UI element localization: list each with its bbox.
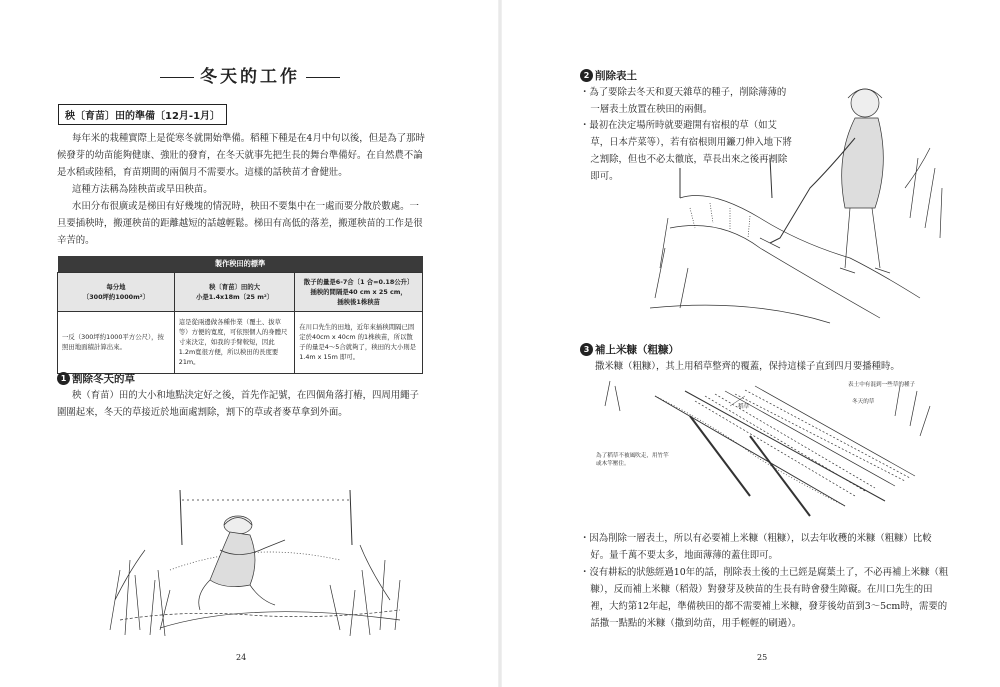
page-title	[60, 62, 440, 87]
table-header-area	[58, 272, 175, 311]
page-gutter	[498, 0, 502, 687]
table-caption: 製作秧田的標準	[58, 256, 423, 272]
table-header-line: 每分地	[106, 282, 126, 291]
page-number-right: 25	[757, 653, 768, 662]
section-2-bullet-text: 為了要除去冬天和夏天雜草的種子，削除薄薄的一層表土放置在秧田的兩側。	[589, 87, 787, 115]
section-2-bullet-text: 最初在決定場所時就要避開有宿根的草（如艾草，日本芹菜等），若有宿根則用鐮刀伸入地下將之割除，但也不必太徹底，草長出來之後再割除即可。	[589, 120, 792, 182]
section-1-text: 秧（育苗）田的大小和地點決定好之後，首先作記號，在四個角落打樁，四周用繩子圍圍起來，冬天的草接近於地面處割除，割下的草或者麥草拿到外面。	[57, 390, 419, 418]
section-2-bullet: ・最初在決定場所時就要避開有宿根的草（如艾草，日本芹菜等），若有宿根則用鐮刀伸入地下將之割除，但也不必太徹底，草長出來之後再割除即可。	[580, 120, 792, 182]
section-number-badge: 3	[580, 343, 593, 356]
page-title-text: 冬天的工作	[200, 67, 300, 87]
page-number-left: 24	[236, 653, 247, 662]
table-header-seed-amount	[295, 272, 423, 311]
subheading-box: 秧〔育苗〕田的準備〔12月-1月〕	[58, 104, 227, 125]
section-2-bullet: ・為了要除去冬天和夏天雜草的種子，削除薄薄的一層表土放置在秧田的兩側。	[580, 87, 787, 115]
title-rule-left	[160, 77, 194, 78]
section-3-heading	[580, 342, 679, 357]
scraping-topsoil-illustration	[650, 68, 950, 330]
table-header-line: 秧〔育苗〕田的大	[208, 282, 261, 291]
section-3-bullet: ・沒有耕耘的狀態經過10年的話，削除表土後的土已經是腐葉土了，不必再補上米糠（粗糠），反而補上米糠（稻殼）對發芽及秧苗的生長有時會發生障礙。在川口先生的田裡，大約第12年起，準備秧田的都不需要補上米糠，發芽後幼苗到3～5cm時，需要的話撒一點點的米糠（撒到幼苗，用手輕輕的刷過）。	[580, 567, 949, 629]
section-2-heading-text: 削除表土	[595, 70, 637, 82]
title-rule-right	[306, 77, 340, 78]
section-3-bullet-text: 沒有耕耘的狀態經過10年的話，削除表土後的土已經是腐葉土了，不必再補上米糠（粗糠），反而補上米糠（稻殼）對發芽及秧苗的生長有時會發生障礙。在川口先生的田裡，大約第12年起，準備秧田的都不需要補上米糠，發芽後幼苗到3～5cm時，需要的話撒一點點的米糠（撒到幼苗，用手輕輕的刷過）。	[589, 567, 949, 629]
straw-cover-illustration	[595, 376, 935, 524]
section-number-badge: 1	[57, 372, 70, 385]
cutting-grass-illustration	[100, 450, 410, 640]
label-straw: 稻草	[738, 404, 750, 410]
paragraph-3: 水田分布很廣或是梯田有好幾塊的情況時，秧田不要集中在一處而要分散於數處。一旦要插秧時，搬運秧苗的距離越短的話越輕鬆。梯田有高低的落差，搬運秧苗的工作是很辛苦的。	[57, 201, 423, 246]
section-1-heading	[57, 371, 135, 386]
section-number-badge: 2	[580, 69, 593, 82]
table-header-line: 插秧後1株秧苗	[337, 297, 381, 306]
table-cell: 這是從兩邊做各種作業（覆土、拔草等）方便的寬度，可依照個人的身體尺寸來決定，如我的手臂較短，因此1.2m寬很方便，所以秧田的長度要21m。	[174, 311, 294, 373]
section-3-bullet-text: 因為削除一層表土，所以有必要補上米糠（粗糠），以去年收穫的米糠（粗糠）比較好。量千萬不要太多，地面薄薄的蓋住即可。	[589, 533, 932, 561]
section-3-intro: 撒米糠（粗糠），其上用稻草整齊的覆蓋，保持這樣子直到四月要播種時。	[595, 361, 900, 372]
paragraph-2: 這種方法稱為陸秧苗或旱田秧苗。	[72, 184, 213, 195]
table-header-line: 插秧的間隔是40 cm x 25 cm，	[310, 287, 407, 296]
table-header-line: 散子的量是6-7合〔1 合=0.18公升〕	[303, 277, 414, 286]
table-cell: 在川口先生的田地，近年來插秧間隔已固定於40cm x 40cm 的1株秧苗，所以散子的量是4～5合就夠了，秧田的大小則是 1.4m x 15m 即可。	[295, 311, 423, 373]
table-cell: 一反（300坪約1000平方公尺），按照田地面積計算出來。	[58, 311, 175, 373]
table-header-line: 〔300坪約1000m²〕	[82, 292, 149, 301]
label-winter-grass: 冬天的草	[852, 399, 875, 405]
section-3-bullet: ・因為削除一層表土，所以有必要補上米糠（粗糠），以去年收穫的米糠（粗糠）比較好。量千萬不要太多，地面薄薄的蓋住即可。	[580, 533, 932, 561]
paragraph-1: 每年米的栽種實際上是從寒冬就開始準備。稻種下種是在4月中旬以後，但是為了那時候發芽的幼苗能夠健康、強壯的發育，在冬天就事先把生長的舞台準備好。在自然農不論是水稻或陸稻，育苗期間的兩個月不需要水。這樣的話秧苗才會健壯。	[57, 133, 425, 178]
table-header-bed-size	[174, 272, 294, 311]
seedbed-standard-table	[57, 256, 423, 374]
table-header-line: 小是1.4x18m〔25 m²〕	[195, 292, 274, 301]
section-1-heading-text: 割除冬天的草	[72, 373, 135, 385]
section-3-heading-text: 補上米糠（粗糠）	[595, 344, 679, 356]
label-bamboo-note: 為了稻草不被風吹走，用竹竿或木竿壓住。	[596, 453, 669, 467]
section-2-heading	[580, 68, 637, 83]
label-seeds: 表土中有混到一些草的種子	[848, 382, 916, 388]
